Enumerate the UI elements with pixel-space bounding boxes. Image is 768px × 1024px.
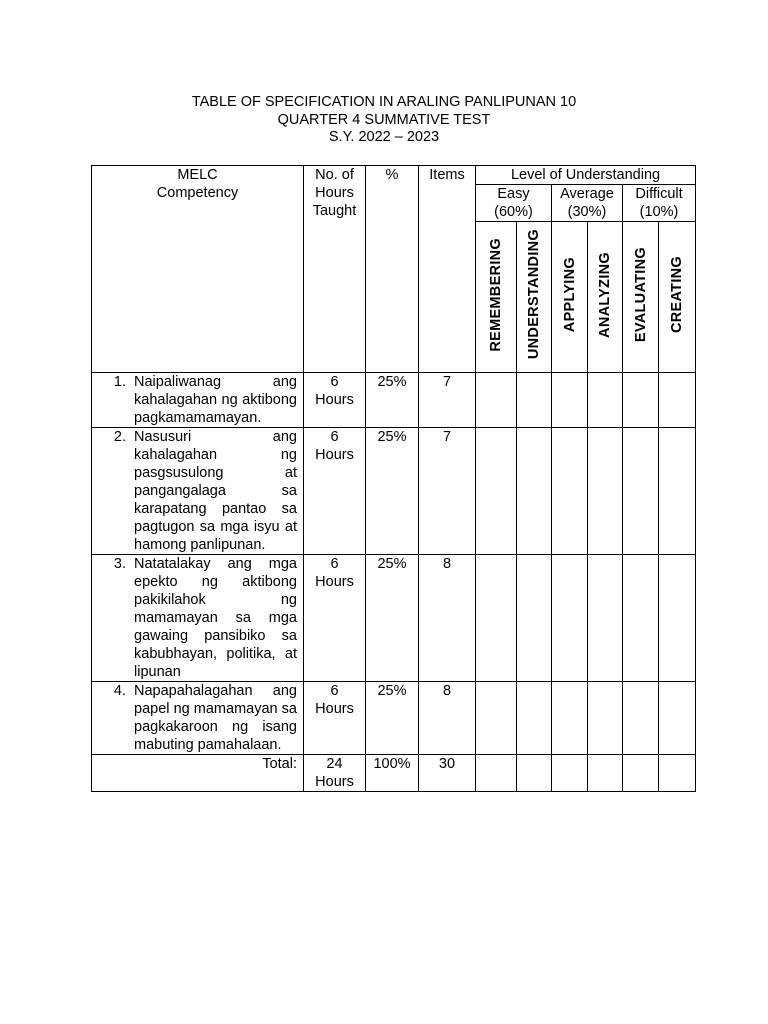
total-hours: 24 Hours [304, 755, 366, 792]
easy-header: Easy (60%) [476, 185, 552, 222]
total-items: 30 [419, 755, 476, 792]
empty-cell [588, 682, 623, 755]
empty-cell [552, 373, 588, 428]
empty-cell [517, 428, 552, 555]
empty-cell [517, 755, 552, 792]
level-creating: CREATING [659, 222, 696, 373]
empty-cell [517, 373, 552, 428]
empty-cell [552, 555, 588, 682]
total-label: Total: [92, 755, 304, 792]
hours-cell: 6 Hours [304, 373, 366, 428]
level-applying: APPLYING [552, 222, 588, 373]
competency-cell: 1. Naipaliwanag ang kahalagahan ng aktibong pagkamamamayan. [92, 373, 304, 428]
empty-cell [476, 755, 517, 792]
level-remembering: REMEMBERING [476, 222, 517, 373]
hours-cell: 6 Hours [304, 555, 366, 682]
empty-cell [659, 373, 696, 428]
table-row [92, 428, 696, 555]
percent-cell: 25% [366, 373, 419, 428]
hours-header: No. of Hours Taught [304, 166, 366, 373]
title-line-1: TABLE OF SPECIFICATION IN ARALING PANLIPUNAN 10 [191, 94, 577, 110]
empty-cell [659, 682, 696, 755]
level-analyzing: ANALYZING [588, 222, 623, 373]
specification-table [91, 165, 696, 792]
empty-cell [588, 373, 623, 428]
empty-cell [588, 555, 623, 682]
items-cell: 8 [419, 682, 476, 755]
empty-cell [623, 555, 659, 682]
table-row [92, 555, 696, 682]
empty-cell [476, 555, 517, 682]
percent-header: % [366, 166, 419, 373]
percent-cell: 25% [366, 682, 419, 755]
empty-cell [552, 428, 588, 555]
hours-cell: 6 Hours [304, 682, 366, 755]
items-cell: 8 [419, 555, 476, 682]
empty-cell [623, 682, 659, 755]
empty-cell [476, 682, 517, 755]
title-line-2: QUARTER 4 SUMMATIVE TEST [277, 111, 491, 128]
title-line-3: S.Y. 2022 – 2023 [328, 129, 440, 145]
competency-cell: 4. Napapahalagahan ang papel ng mamamayan sa pagkakaroon ng isang mabuting pamahalaan. [92, 682, 304, 755]
average-header: Average (30%) [552, 185, 623, 222]
items-header: Items [419, 166, 476, 373]
empty-cell [659, 555, 696, 682]
total-percent: 100% [366, 755, 419, 792]
empty-cell [623, 428, 659, 555]
empty-cell [623, 373, 659, 428]
empty-cell [552, 682, 588, 755]
difficult-header: Difficult (10%) [623, 185, 696, 222]
empty-cell [659, 428, 696, 555]
competency-cell: 2. Nasusuri ang kahalagahan ng pasgsusulong at pangangalaga sa karapatang pantao sa pagtugon sa mga isyu at hamong panlipunan. [92, 428, 304, 555]
total-row [92, 755, 696, 792]
level-header: Level of Understanding [476, 166, 696, 185]
percent-cell: 25% [366, 428, 419, 555]
empty-cell [659, 755, 696, 792]
document-title [0, 94, 768, 147]
percent-cell: 25% [366, 555, 419, 682]
table-row [92, 373, 696, 428]
header-row-1 [92, 166, 696, 185]
level-evaluating: EVALUATING [623, 222, 659, 373]
melc-header: MELC Competency [92, 166, 304, 373]
items-cell: 7 [419, 373, 476, 428]
empty-cell [623, 755, 659, 792]
empty-cell [517, 682, 552, 755]
empty-cell [517, 555, 552, 682]
empty-cell [588, 428, 623, 555]
empty-cell [588, 755, 623, 792]
hours-cell: 6 Hours [304, 428, 366, 555]
competency-cell: 3. Natatalakay ang mga epekto ng aktibong pakikilahok ng mamamayan sa mga gawaing pansibiko sa kabubhayan, politika, at lipunan [92, 555, 304, 682]
level-understanding: UNDERSTANDING [517, 222, 552, 373]
table-row [92, 682, 696, 755]
empty-cell [476, 428, 517, 555]
empty-cell [552, 755, 588, 792]
items-cell: 7 [419, 428, 476, 555]
empty-cell [476, 373, 517, 428]
